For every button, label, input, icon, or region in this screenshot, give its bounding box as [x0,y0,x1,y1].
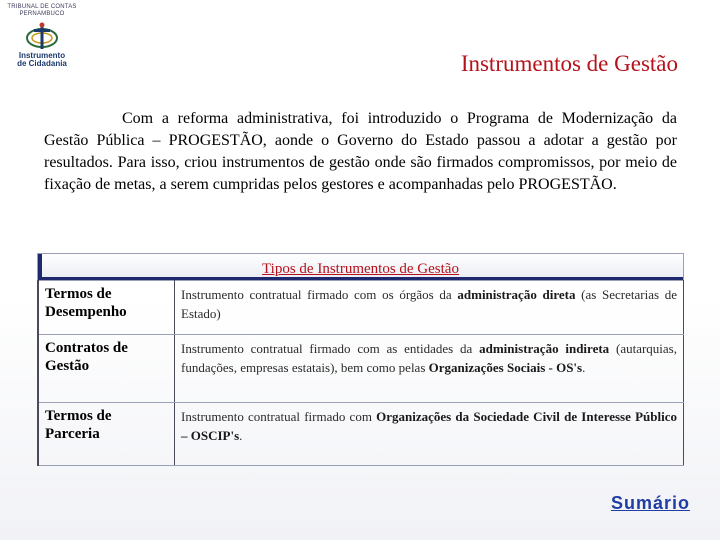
table-header-title: Tipos de Instrumentos de Gestão [262,261,459,277]
logo-line-pernambuco: PERNAMBUCO [19,11,65,17]
table-header [37,253,684,281]
instrument-description [175,281,684,335]
tce-logo [4,4,80,68]
table-row [38,335,684,403]
instruments-table [37,280,684,466]
instrument-description [175,403,684,466]
instrument-description [175,335,684,403]
table-row [38,403,684,466]
intro-paragraph [44,108,677,196]
desc-emphasis: administração indireta [479,341,610,356]
summary-link[interactable]: Sumário [610,493,690,513]
logo-caption-line1: Instrumento [18,51,66,60]
instrument-term: Termos de Parceria [38,403,175,466]
desc-emphasis: Organizações da Sociedade Civil de Interesse Público – OSCIP's [181,409,677,443]
intro-text: Com a reforma administrativa, foi introduzido o Programa de Modernização da Gestão Pública – PROGESTÃO, aonde o Governo do Estado passou a adotar a gestão por resultados. Para isso, criou instrumentos de gestão onde são firmados compromissos, por meio de fixação de metas, a serem cumpridas pelos gestores e acompanhadas pelo PROGESTÃO. [44,110,677,193]
page-title: Instrumentos de Gestão [460,51,678,76]
desc-emphasis: administração direta [457,287,576,302]
table-row [38,281,684,335]
logo-emblem-icon [25,21,59,51]
logo-caption [4,52,80,68]
desc-text: . [239,428,243,443]
desc-text: . [582,360,586,375]
logo-caption-line2: de Cidadania [17,59,67,68]
desc-text: (as Secretarias de Estado) [181,287,678,321]
desc-text: Instrumento contratual firmado com [181,409,377,424]
desc-text: (autarquias, fundações, empresas estatais), bem como pelas [181,341,677,375]
logo-line-tribunal: TRIBUNAL DE CONTAS [7,4,77,10]
desc-text: Instrumento contratual firmado com as entidades da [181,341,480,356]
desc-text: Instrumento contratual firmado com os órgãos da [181,287,458,302]
instrument-term: Termos de Desempenho [38,281,175,335]
instrument-term: Contratos de Gestão [38,335,175,403]
desc-emphasis: Organizações Sociais - OS's [428,360,583,375]
